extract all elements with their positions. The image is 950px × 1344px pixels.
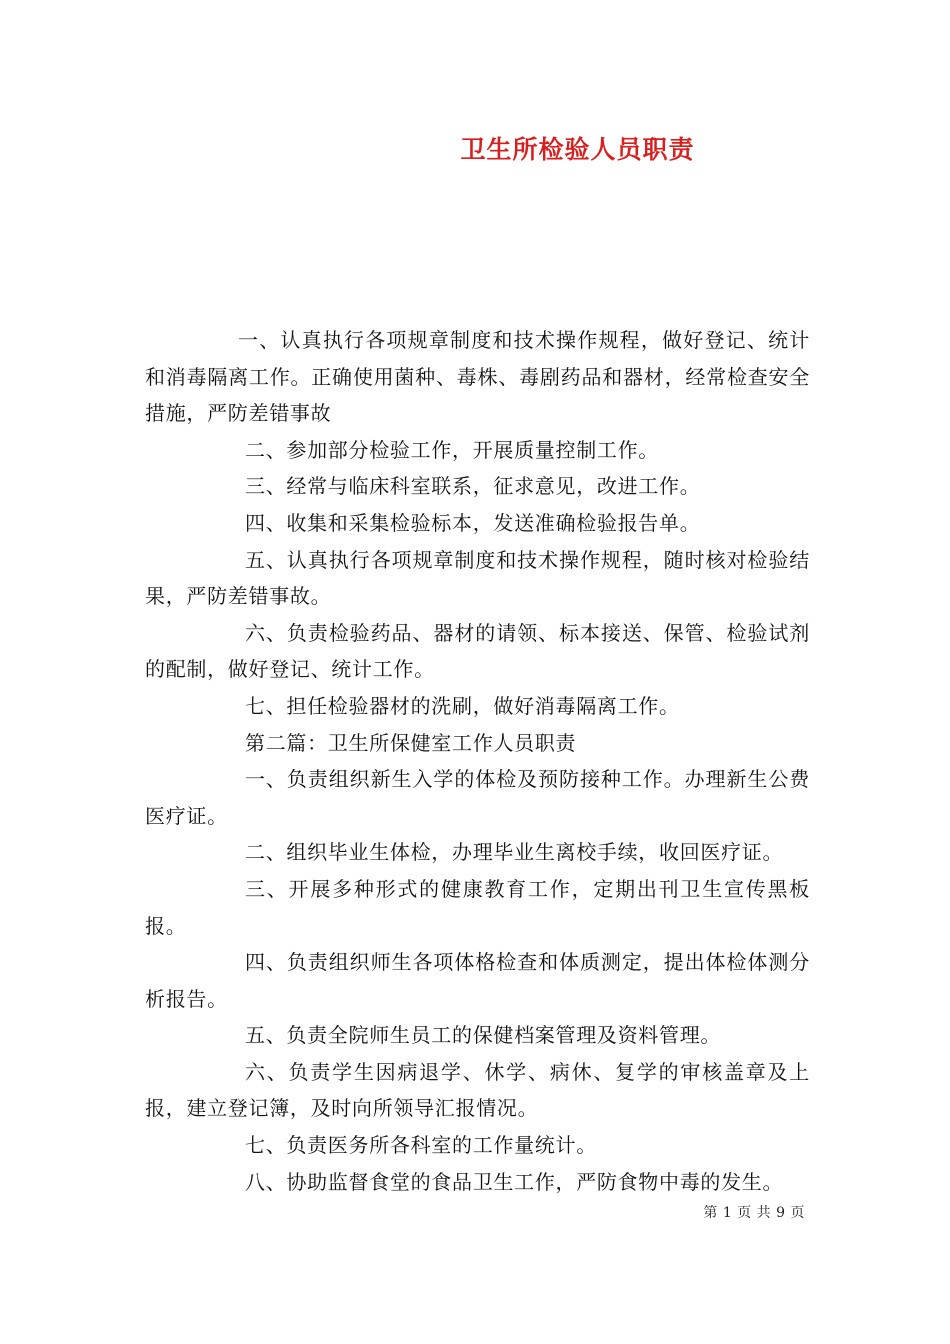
paragraph-5: 五、认真执行各项规章制度和技术操作规程，随时核对检验结果，严防差错事故。 (145, 547, 810, 609)
paragraph-1: 一、认真执行各项规章制度和技术操作规程，做好登记、统计和消毒隔离工作。正确使用菌种、毒株、毒剧药品和器材，经常检查安全措施，严防差错事故 (145, 328, 810, 426)
paragraph-7: 七、担任检验器材的洗刷，做好消毒隔离工作。 (245, 693, 680, 718)
paragraph-8: 一、负责组织新生入学的体检及预防接种工作。办理新生公费医疗证。 (145, 767, 810, 828)
paragraph-3: 三、经常与临床科室联系，征求意见，改进工作。 (245, 474, 701, 499)
section-heading-2: 第二篇：卫生所保健室工作人员职责 (245, 730, 577, 755)
document-body (145, 322, 810, 1200)
paragraph-10: 三、开展多种形式的健康教育工作，定期出刊卫生宣传黑板报。 (145, 876, 810, 938)
paragraph-4: 四、收集和采集检验标本，发送准确检验报告单。 (245, 510, 701, 535)
paragraph-15: 八、协助监督食堂的食品卫生工作，严防食物中毒的发生。 (245, 1169, 784, 1194)
paragraph-6: 六、负责检验药品、器材的请领、标本接送、保管、检验试剂的配制，做好登记、统计工作。 (145, 620, 810, 682)
document-title: 卫生所检验人员职责 (460, 135, 695, 164)
paragraph-14: 七、负责医务所各科室的工作量统计。 (245, 1133, 597, 1158)
paragraph-2: 二、参加部分检验工作，开展质量控制工作。 (245, 437, 659, 462)
paragraph-9: 二、组织毕业生体检，办理毕业生离校手续，收回医疗证。 (245, 840, 784, 865)
paragraph-12: 五、负责全院师生员工的保健档案管理及资料管理。 (245, 1023, 722, 1048)
page-indicator: 第 1 页 共 9 页 (703, 1205, 805, 1221)
paragraph-11: 四、负责组织师生各项体格检查和体质测定，提出体检体测分析报告。 (145, 950, 810, 1011)
paragraph-13: 六、负责学生因病退学、休学、病休、复学的审核盖章及上报，建立登记簿，及时向所领导汇报情况。 (145, 1059, 810, 1121)
